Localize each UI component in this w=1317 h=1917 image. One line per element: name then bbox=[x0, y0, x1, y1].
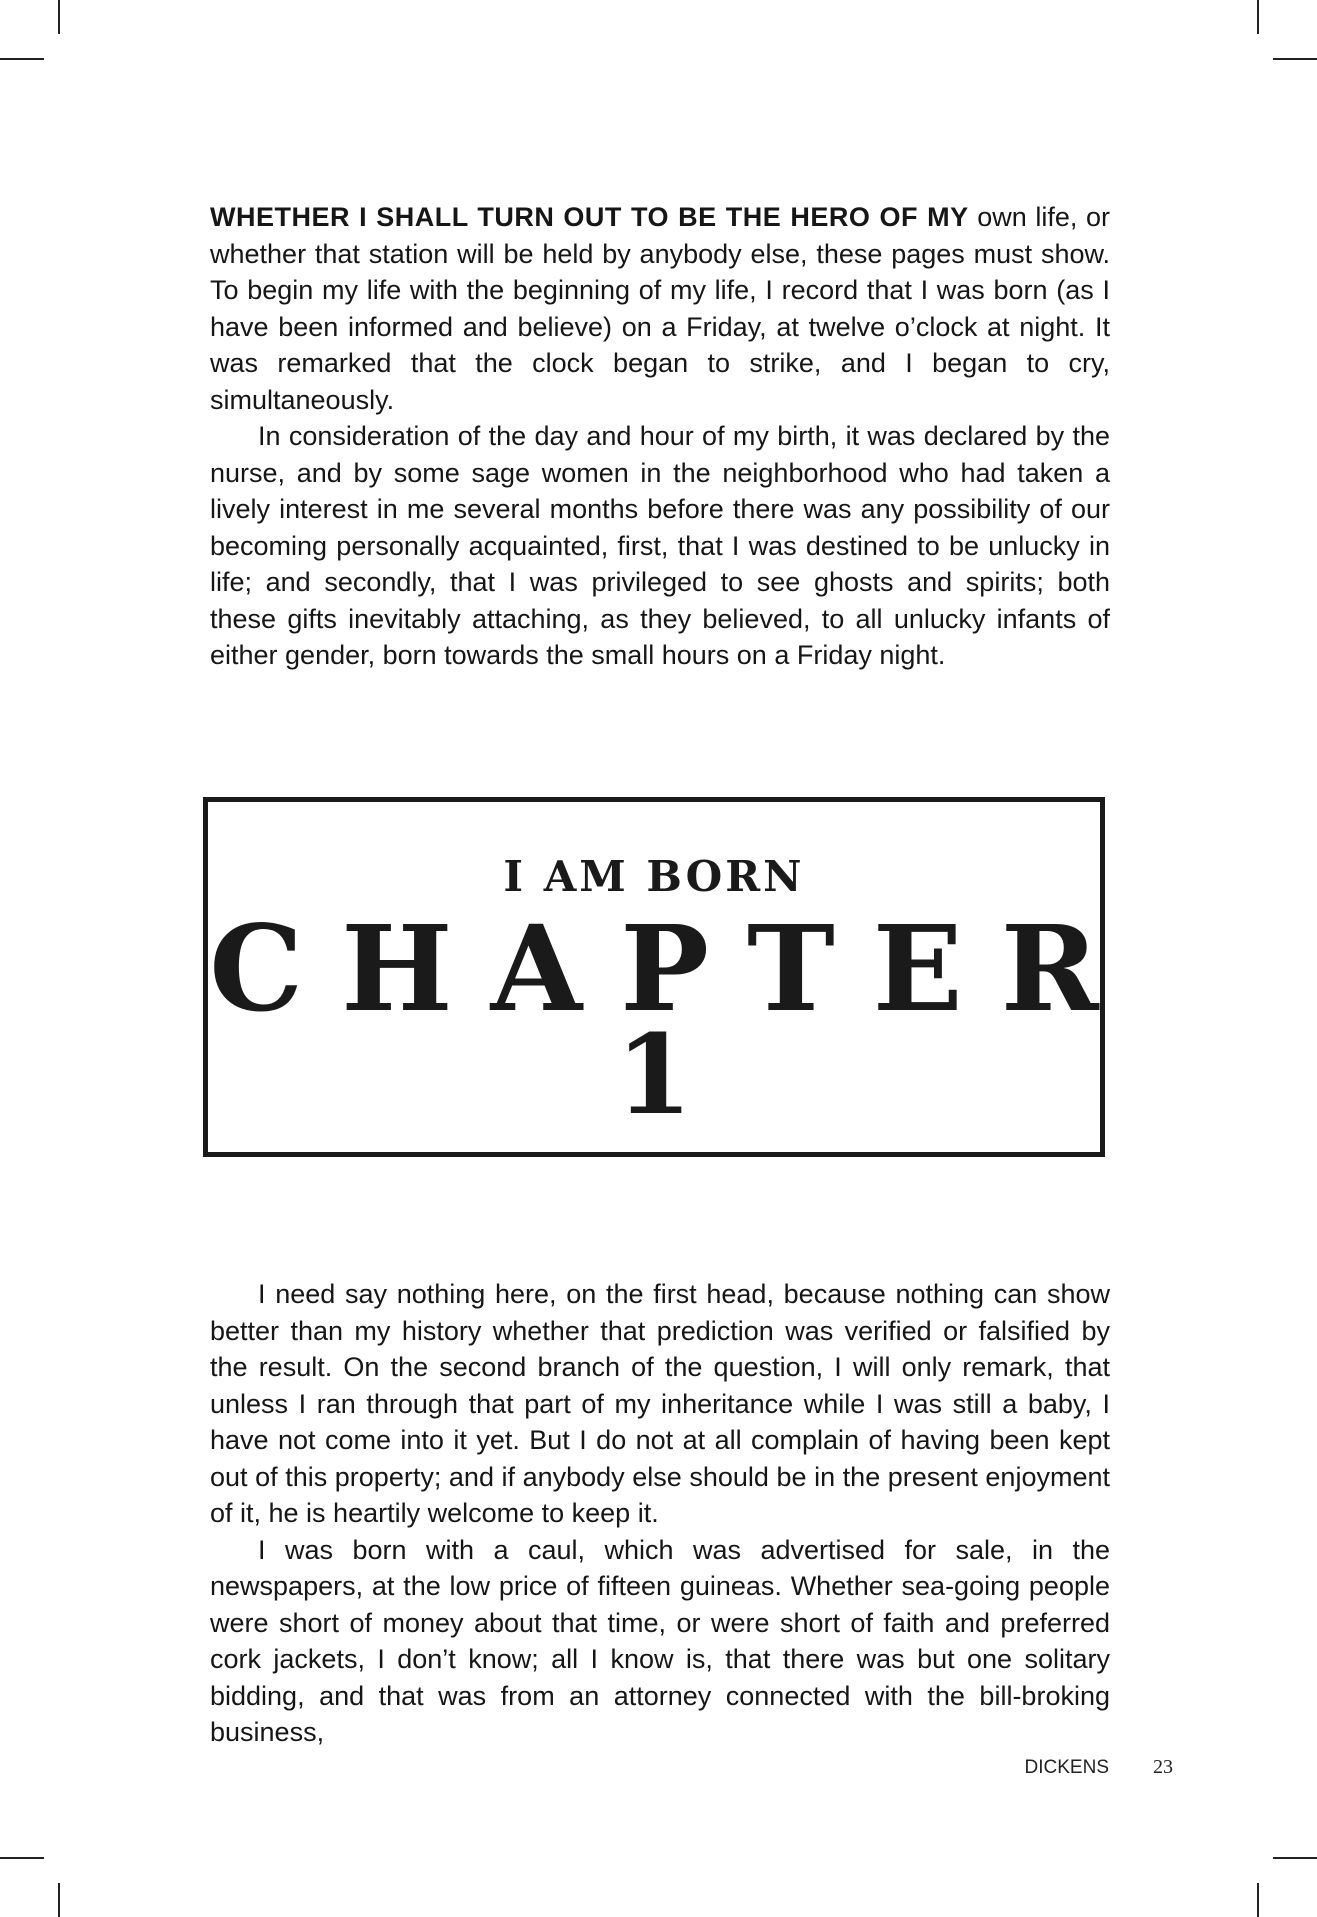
page-number: 23 bbox=[1153, 1756, 1173, 1778]
crop-mark-bottom-right-horizontal bbox=[1273, 1857, 1317, 1859]
crop-mark-top-right-vertical bbox=[1257, 0, 1259, 34]
continuation-text bbox=[210, 1276, 1110, 1751]
page-footer bbox=[1025, 1756, 1173, 1779]
continuation-paragraph-2: I was born with a caul, which was advertised for sale, in the newspapers, at the low price of fifteen guineas. Whether sea-going people were short of money about that time, or were short of faith and preferred cork jackets, I don’t know; all I know is, that there was but one solitary bidding, and that was from an attorney connected with the bill-broking business, bbox=[210, 1534, 1110, 1747]
chapter-subtitle: I AM BORN bbox=[503, 852, 805, 901]
crop-mark-top-left-horizontal bbox=[0, 58, 44, 60]
opening-lead-caps: WHETHER I SHALL TURN OUT TO BE THE HERO OF MY bbox=[210, 202, 969, 232]
continuation-paragraph-1: I need say nothing here, on the first head, because nothing can show better than my history whether that prediction was verified or falsified by the result. On the second branch of the question, I will only remark, that unless I ran through that part of my inheritance while I was still a baby, I have not come into it yet. But I do not at all complain of having been kept out of this property; and if anybody else should be in the present enjoyment of it, he is heartily welcome to keep it. bbox=[210, 1279, 1110, 1528]
opening-paragraph-2: In consideration of the day and hour of my birth, it was declared by the nurse, and by some sage women in the neighborhood who had taken a lively interest in me several months before there was any possibility of our becoming personally acquainted, first, that I was destined to be unlucky in life; and secondly, that I was privileged to see ghosts and spirits; both these gifts inevitably attaching, as they believed, to all unlucky infants of either gender, born towards the small hours on a Friday night. bbox=[210, 421, 1110, 670]
opening-paragraph-1-body: own life, or whether that station will be held by anybody else, these pages must show. To begin my life with the beginning of my life, I record that I was born (as I have been informed and believe) on a Friday, at twelve o’clock at night. It was remarked that the clock began to strike, and I began to cry, simultaneously. bbox=[210, 202, 1110, 415]
crop-mark-bottom-right-vertical bbox=[1257, 1883, 1259, 1917]
opening-paragraph-1 bbox=[210, 199, 1110, 418]
crop-mark-bottom-left-vertical bbox=[58, 1883, 60, 1917]
chapter-heading-box bbox=[203, 797, 1137, 1157]
opening-text bbox=[210, 199, 1110, 674]
crop-mark-top-left-vertical bbox=[58, 0, 60, 34]
chapter-number: 1 bbox=[615, 1010, 693, 1139]
crop-mark-bottom-left-horizontal bbox=[0, 1857, 44, 1859]
chapter-word: CHAPTER bbox=[209, 899, 1137, 1038]
running-head: DICKENS bbox=[1024, 1757, 1109, 1778]
crop-mark-top-right-horizontal bbox=[1273, 58, 1317, 60]
